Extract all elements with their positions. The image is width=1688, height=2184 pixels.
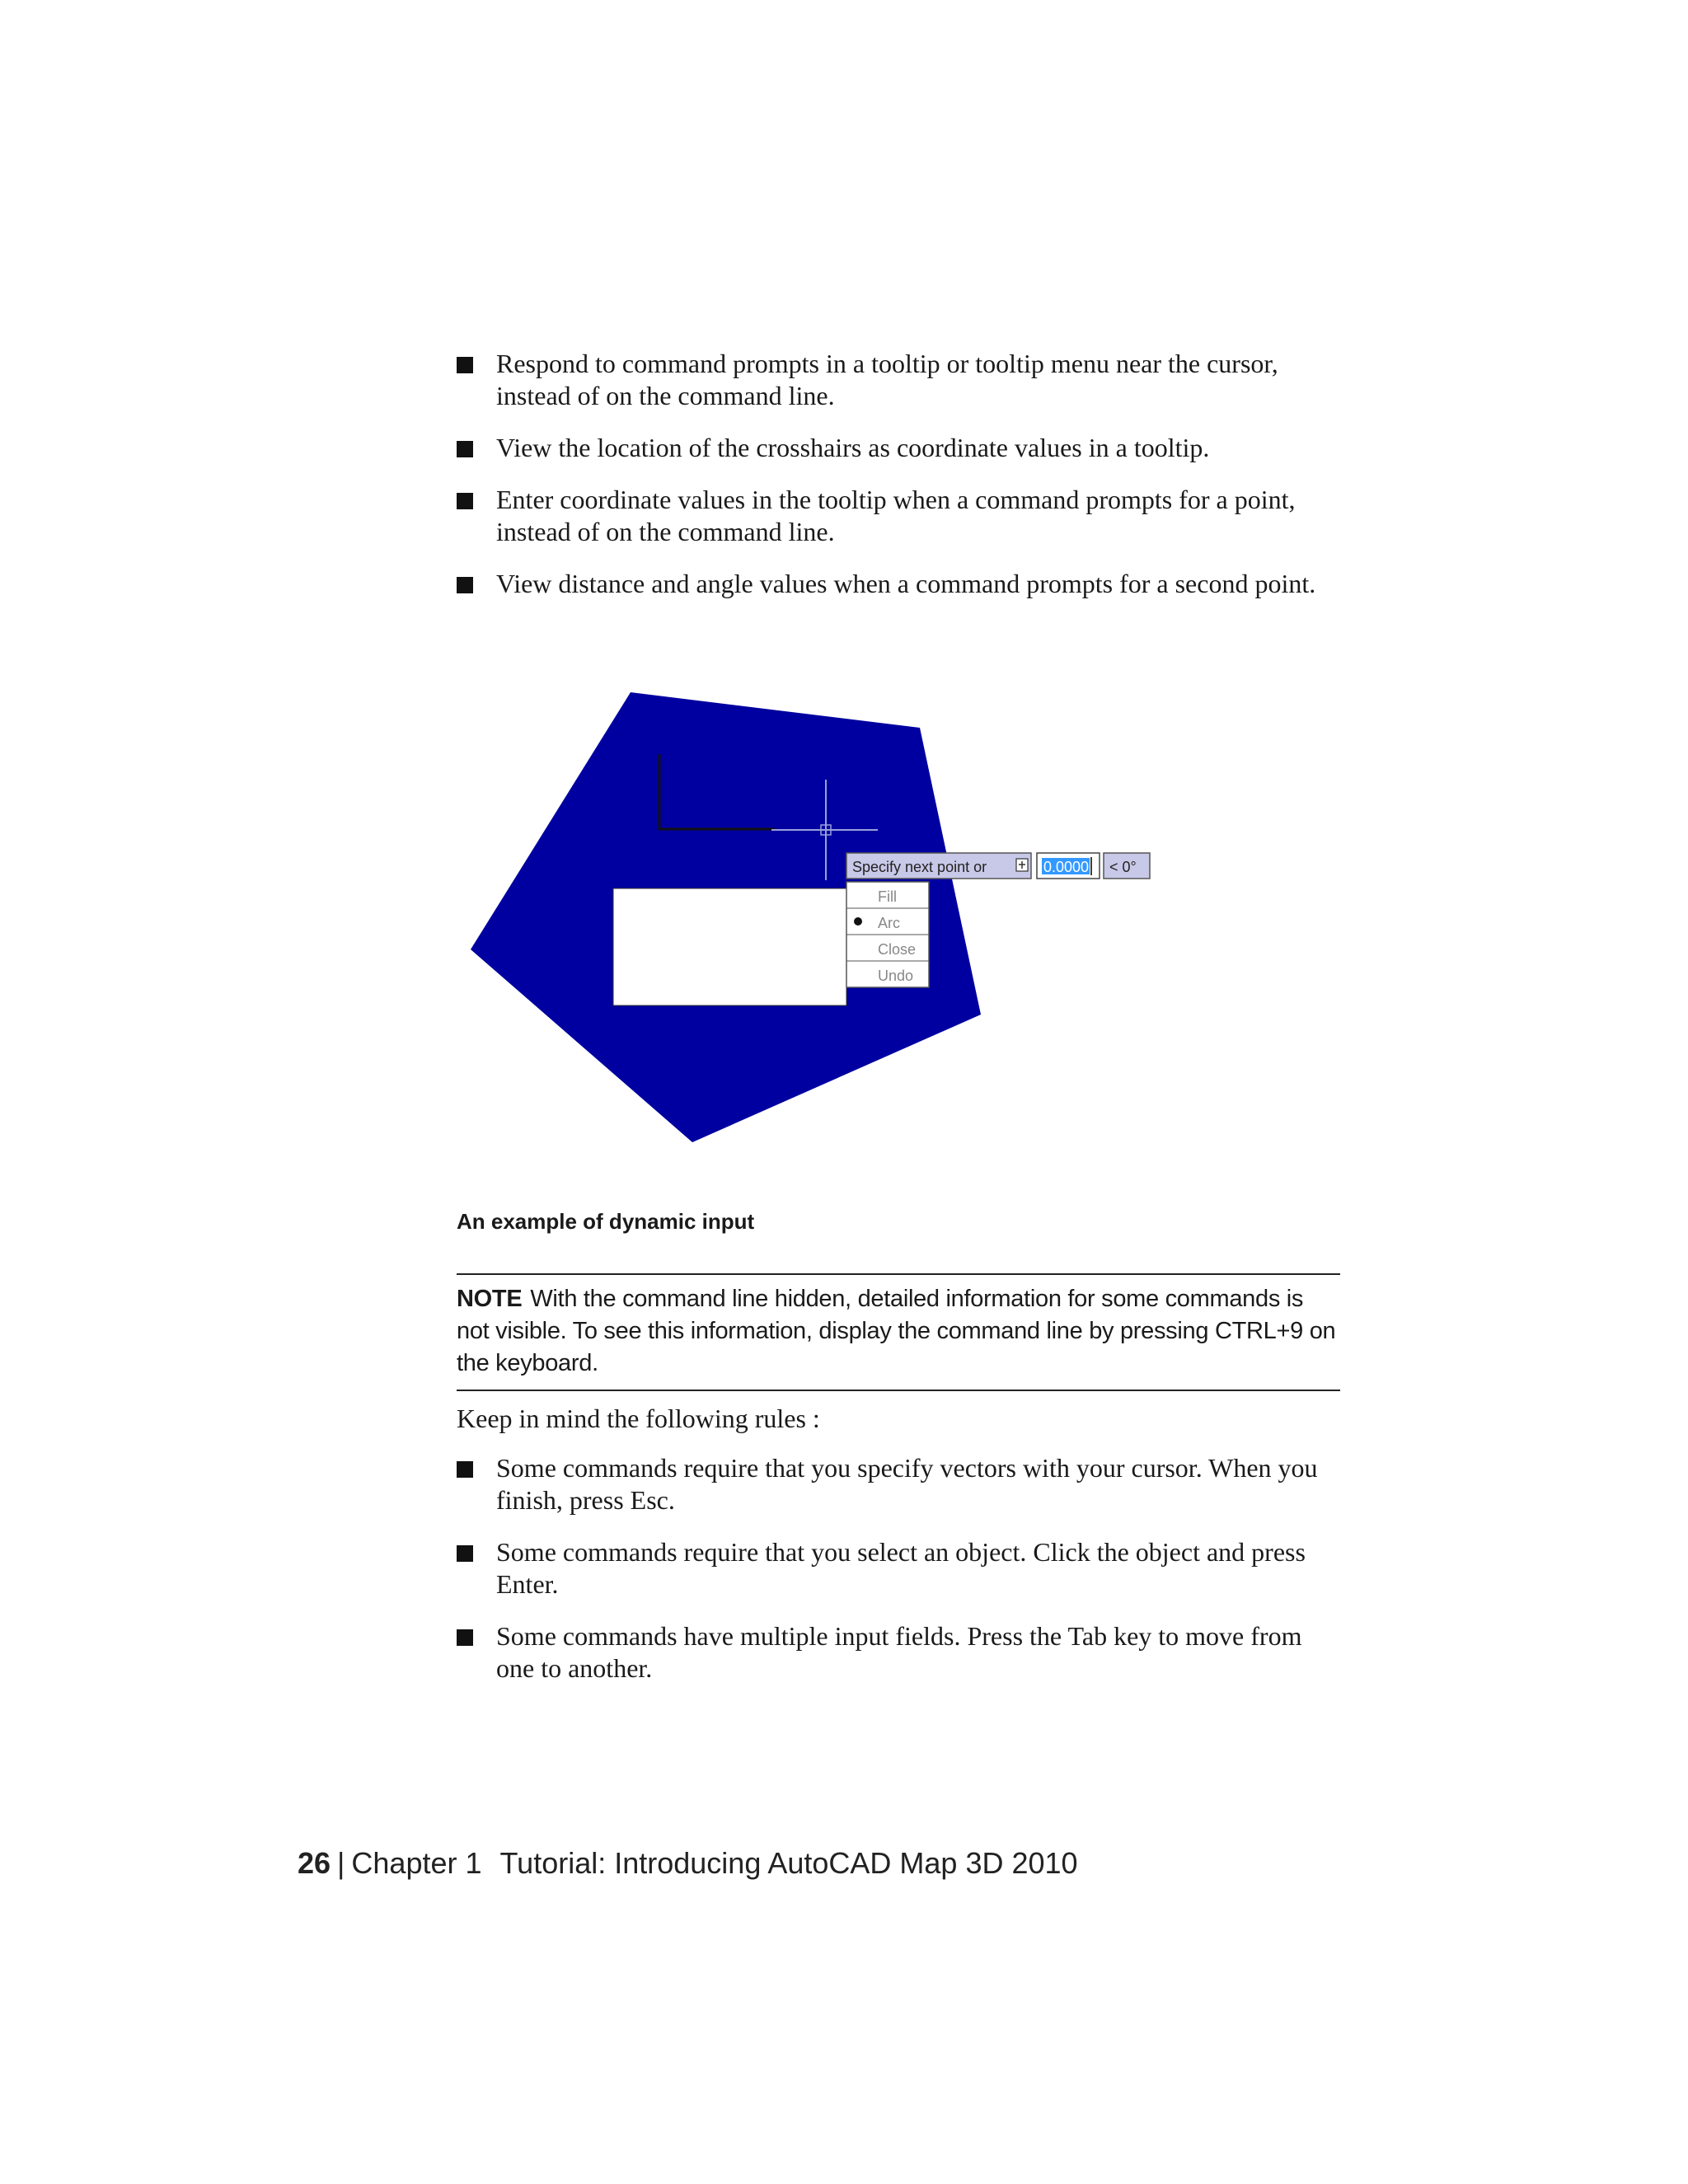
page-number: 26 [298, 1846, 331, 1880]
bullet-square-icon [457, 1545, 473, 1562]
page-footer [298, 1846, 1078, 1881]
figure-caption: An example of dynamic input [457, 1209, 755, 1234]
menu-item-arc[interactable]: Arc [878, 915, 900, 931]
dynamic-input-figure [462, 684, 1162, 1146]
note-text: With the command line hidden, detailed information for some commands is not visible. To see this information, display the command line by pressing CTRL+9 on the keyboard. [457, 1286, 1336, 1376]
note-box [457, 1273, 1340, 1391]
bullet-text: View distance and angle values when a command prompts for a second point. [496, 569, 1316, 598]
bullet-square-icon [457, 1461, 473, 1478]
list-item [457, 432, 1340, 464]
list-item [457, 1536, 1340, 1601]
bullet-square-icon [457, 1629, 473, 1646]
menu-arrow-down-icon[interactable] [1016, 859, 1028, 871]
bullet-text: Some commands have multiple input fields. Press the Tab key to move from one to another. [496, 1621, 1302, 1683]
footer-chapter: Chapter 1 [351, 1846, 482, 1880]
note-label: NOTE [457, 1286, 523, 1312]
white-rectangle [613, 888, 846, 1005]
prompt-tooltip [846, 853, 1031, 879]
bullet-text: View the location of the crosshairs as coordinate values in a tooltip. [496, 433, 1210, 462]
menu-item-close[interactable]: Close [878, 941, 917, 958]
bullet-text: Enter coordinate values in the tooltip when a command prompts for a point, instead of on the command line. [496, 485, 1296, 546]
prompt-label: Specify next point or [852, 859, 987, 875]
menu-item-fill[interactable]: Fill [878, 888, 897, 905]
distance-value: 0.0000 [1043, 859, 1090, 875]
menu-item-undo[interactable]: Undo [878, 968, 914, 984]
rules-intro: Keep in mind the following rules : [457, 1404, 820, 1433]
bullet-square-icon [457, 493, 473, 509]
bullet-text: Some commands require that you select an object. Click the object and press Enter. [496, 1537, 1306, 1599]
rules-bullet-list [457, 1452, 1340, 1704]
bullet-square-icon [457, 577, 473, 593]
angle-input[interactable] [1104, 853, 1150, 879]
bullet-square-icon [457, 357, 473, 373]
options-menu [846, 882, 929, 987]
distance-input[interactable] [1037, 853, 1100, 879]
list-item [457, 1620, 1340, 1685]
bullet-square-icon [457, 441, 473, 457]
figure-canvas [462, 684, 1162, 1146]
footer-separator: | [337, 1846, 345, 1880]
list-item [457, 484, 1340, 548]
feature-bullet-list [457, 348, 1340, 620]
bullet-text: Respond to command prompts in a tooltip or tooltip menu near the cursor, instead of on the command line. [496, 349, 1278, 410]
footer-title: Tutorial: Introducing AutoCAD Map 3D 2010 [499, 1846, 1078, 1880]
selected-bullet-icon [854, 917, 862, 926]
list-item [457, 348, 1340, 412]
angle-value: < 0° [1109, 859, 1137, 875]
list-item [457, 1452, 1340, 1516]
list-item [457, 568, 1340, 600]
bullet-text: Some commands require that you specify vectors with your cursor. When you finish, press Esc. [496, 1453, 1318, 1515]
